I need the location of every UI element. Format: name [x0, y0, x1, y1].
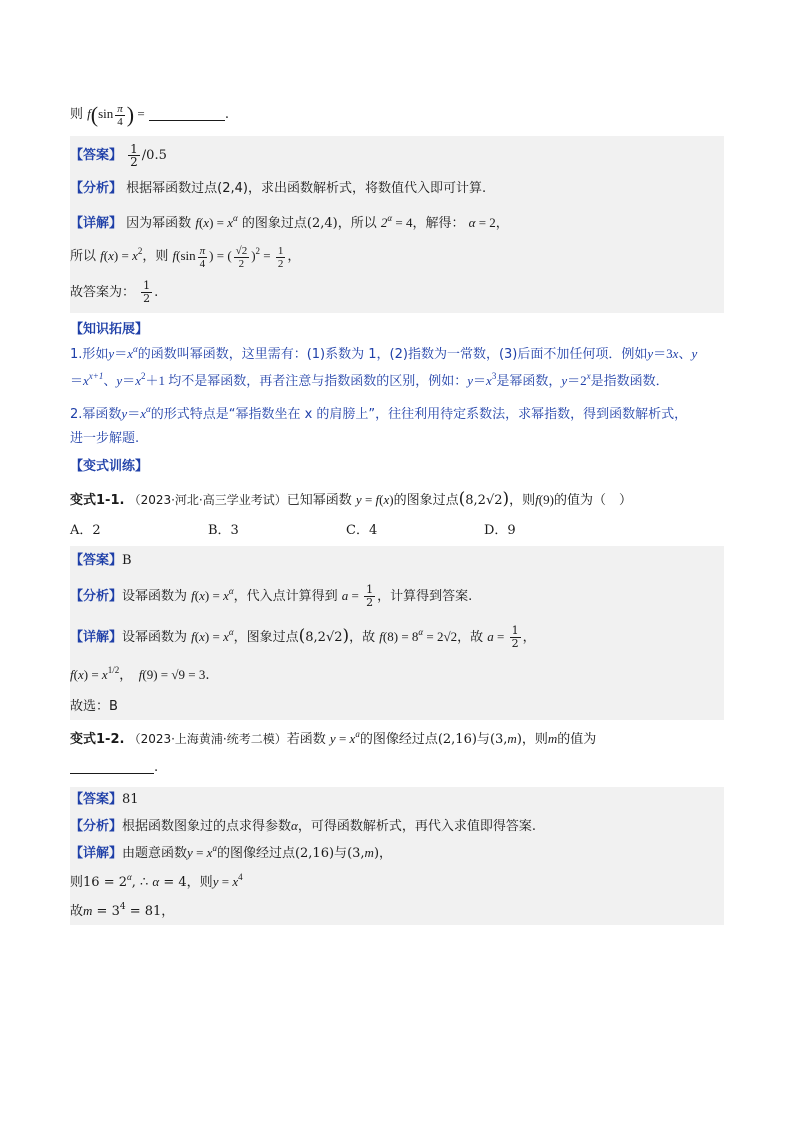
- v2-detail-line-2: 则$16 = 2^\alpha$, ∴ α = 4，则$y = x^4$: [70, 872, 243, 890]
- answer-blank-2: [70, 773, 154, 774]
- document-page: [70, 96, 724, 925]
- solution-block-1: [70, 136, 724, 313]
- detail-label: 【详解】: [70, 216, 123, 231]
- knowledge-p1-line2: $=x^{x+1}$、$y=x^2+1$ 均不是幂函数，再者注意与指数函数的区别，例如：$y=x^3$是幂函数，$y=2^x$是指数函数．: [70, 371, 669, 389]
- detail-line-1: 【详解】 因为幂函数 $f(x) = x^\alpha$ 的图象过点(2,4)，所以 $2^\alpha = 4$，解得： α = 2，: [70, 213, 509, 231]
- v2-analysis-line: 【分析】根据函数图象过的点求得参数α，可得函数解析式，再代入求值即得答案.: [70, 818, 536, 834]
- v1-analysis-line: 【分析】设幂函数为 $f(x) = x^\alpha$，代入点计算得到 a = $\frac{1}{2}$ ，计算得到答案.: [70, 583, 473, 609]
- v1-answer: B: [122, 553, 132, 568]
- knowledge-p1-line1: 1.形如$y=x^\alpha$的函数叫幂函数，这里需有：(1)系数为 1，(2)指数为一常数，(3)后面不加任何项．例如y＝3x、y: [70, 344, 698, 362]
- detail-line-2: 所以 $f(x) = x^2$，则 f(sin $\frac{\pi}{4}$ ) = ( $\frac{√2}{2}$ )$^2$ = $\frac{1}{2}$ ，: [70, 244, 301, 270]
- formula-f-sin: f(sin $\frac{\pi}{4}$ ) =: [87, 102, 145, 128]
- question-prefix: 则: [70, 107, 84, 122]
- solution-block-3: [70, 787, 724, 925]
- option-a: A．2: [70, 523, 101, 538]
- analysis-label: 【分析】: [70, 181, 123, 196]
- knowledge-title: 【知识拓展】: [70, 322, 149, 337]
- variant-2-blank-line: .: [70, 757, 724, 779]
- option-b: B．3: [208, 523, 239, 538]
- v1-detail-line-1: 【详解】设幂函数为 $f(x) = x^\alpha$，图象过点(8,2√2)，故 $f(8) = 8^\alpha = 2√2$，故 a = $\frac{1}{2}$ ，: [70, 624, 536, 650]
- v2-detail-line-3: 故$m = 3^4 = 81$，: [70, 902, 175, 919]
- option-d: D．9: [484, 523, 516, 538]
- analysis-text: 根据幂函数过点(2,4)，求出函数解析式，将数值代入即可计算.: [126, 181, 487, 196]
- variant-1-question: 变式1-1. （2023·河北·高三学业考试）已知幂函数 y = f(x)的图象过点(8,2√2)，则f(9)的值为（ ）: [70, 489, 632, 509]
- v2-answer-line: 【答案】81: [70, 792, 139, 807]
- knowledge-p2-line2: 进一步解题.: [70, 431, 140, 446]
- v2-detail-line-1: 【详解】由题意函数$y = x^a$的图像经过点(2,16)与(3,m)，: [70, 843, 393, 861]
- v1-answer-line: 【答案】B: [70, 553, 132, 568]
- formula-fx: $f(x) = x^\alpha$: [195, 213, 238, 230]
- answer-label: 【答案】: [70, 148, 123, 163]
- knowledge-p2-line1: 2.幂函数$y=x^\alpha$的形式特点是“幂指数坐在 x 的肩膀上”，往往利用待定系数法，求幂指数，得到函数解析式，: [70, 404, 688, 422]
- answer-decimal: /0.5: [141, 148, 167, 163]
- v1-detail-line-2: $f(x) = x^{1/2}$， f(9) = √9 = 3.: [70, 665, 210, 683]
- detail-line-3: 故答案为： $\frac{1}{2}$ .: [70, 279, 159, 305]
- final-fraction: $\frac{1}{2}$: [143, 279, 151, 305]
- variant-title: 【变式训练】: [70, 459, 149, 474]
- analysis-line: [70, 178, 724, 200]
- v1-select-line: 故选：B: [70, 699, 118, 714]
- v2-answer: 81: [122, 792, 139, 807]
- option-c: C．4: [346, 523, 378, 538]
- answer-fraction: $\frac{1}{2}$: [130, 142, 138, 169]
- question-line: 则 f(sin $\frac{\pi}{4}$ ) = .: [70, 102, 229, 128]
- solution-block-2: [70, 546, 724, 720]
- variant-2-question: 变式1-2. （2023·上海黄浦·统考二模）若函数 $y = x^a$的图像经过点(2,16)与(3,m)，则m的值为: [70, 729, 597, 747]
- answer-blank: [149, 120, 225, 121]
- variant-1-options: [70, 520, 724, 542]
- answer-line: [70, 138, 724, 174]
